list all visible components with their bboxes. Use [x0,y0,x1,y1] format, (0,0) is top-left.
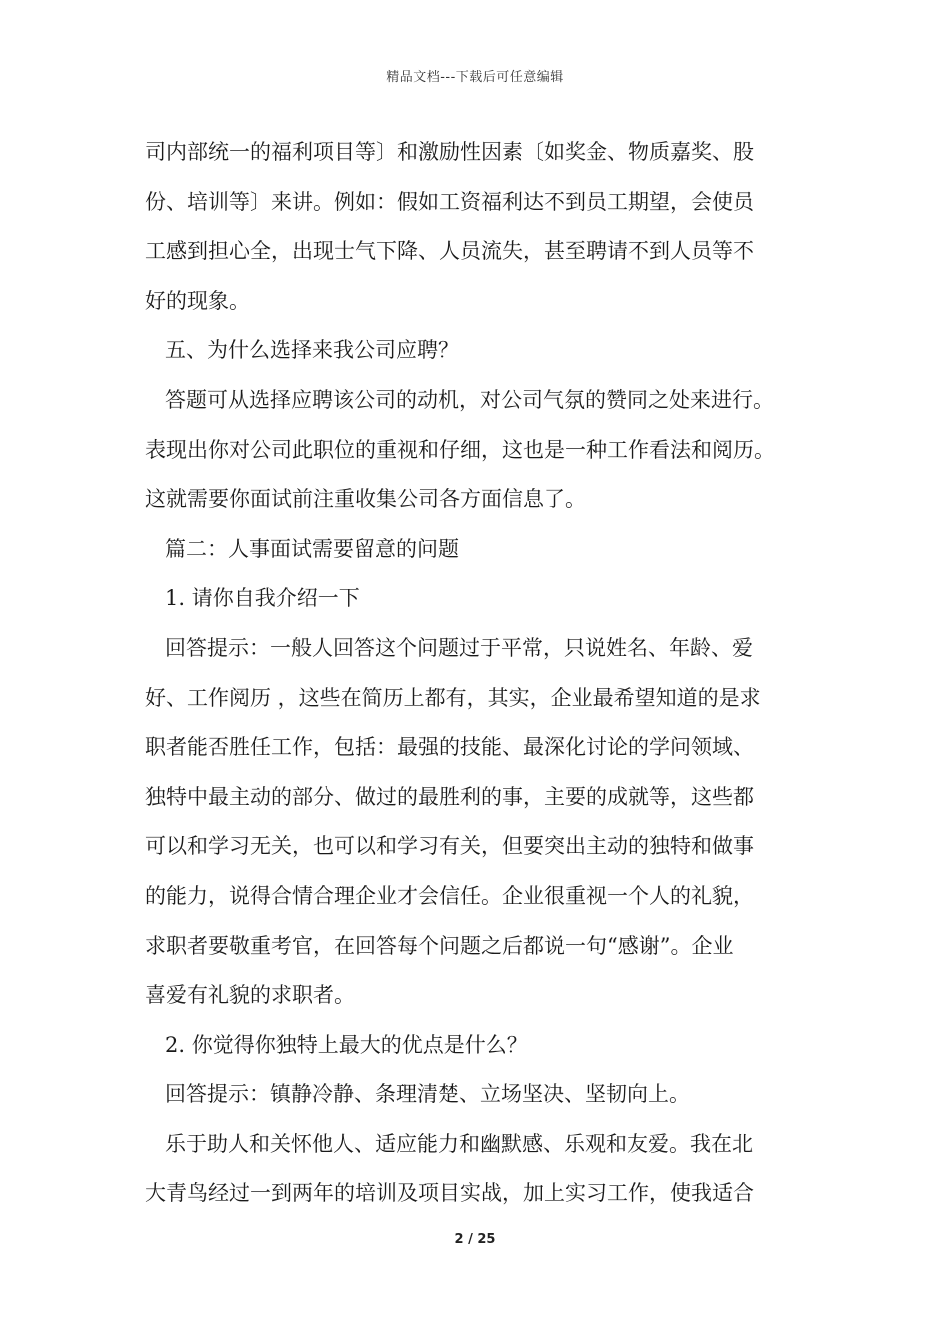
text-line: 求职者要敬重考官，在回答每个问题之后都说一句“感谢”。企业 [145,933,734,958]
text-line: 回答提示：一般人回答这个问题过于平常，只说姓名、年龄、爱 [165,635,753,660]
text-line: 大青鸟经过一到两年的培训及项目实战，加上实习工作，使我适合 [145,1181,754,1206]
text-line: 的能力，说得合情合理企业才会信任。企业很重视一个人的礼貌， [145,883,754,908]
text-line: 可以和学习无关，也可以和学习有关，但要突出主动的独特和做事 [145,834,754,859]
page-header: 精品文档---下载后可任意编辑 [386,70,564,85]
text-line: 喜爱有礼貌的求职者。 [145,983,355,1008]
question-heading: 1. 请你自我介绍一下 [165,586,360,611]
text-line: 工感到担心全，出现士气下降、人员流失，甚至聘请不到人员等不 [145,239,754,264]
text-line: 表现出你对公司此职位的重视和仔细，这也是一种工作看法和阅历。 [145,437,775,462]
text-line: 好的现象。 [145,288,250,313]
question-heading: 2. 你觉得你独特上最大的优点是什么？ [165,1032,528,1057]
section-heading: 篇二：人事面试需要留意的问题 [165,536,459,561]
section-heading: 五、为什么选择来我公司应聘？ [165,338,459,363]
document-body [145,128,817,1219]
text-line: 份、培训等〕来讲。例如：假如工资福利达不到员工期望，会使员 [145,189,754,214]
text-line: 乐于助人和关怀他人、适应能力和幽默感、乐观和友爱。我在北 [165,1131,753,1156]
text-line: 答题可从选择应聘该公司的动机，对公司气氛的赞同之处来进行。 [165,387,774,412]
text-line: 职者能否胜任工作，包括：最强的技能、最深化讨论的学问领域、 [145,735,754,760]
text-line: 回答提示：镇静冷静、条理清楚、立场坚决、坚韧向上。 [165,1082,690,1107]
text-line: 好、工作阅历 ，这些在简历上都有，其实，企业最希望知道的是求 [145,685,761,710]
page-number: 2 / 25 [454,1232,496,1247]
text-line: 独特中最主动的部分、做过的最胜利的事，主要的成就等，这些都 [145,784,754,809]
text-line: 司内部统一的福利项目等〕和激励性因素〔如奖金、物质嘉奖、股 [145,140,754,164]
text-line: 这就需要你面试前注重收集公司各方面信息了。 [145,487,586,512]
